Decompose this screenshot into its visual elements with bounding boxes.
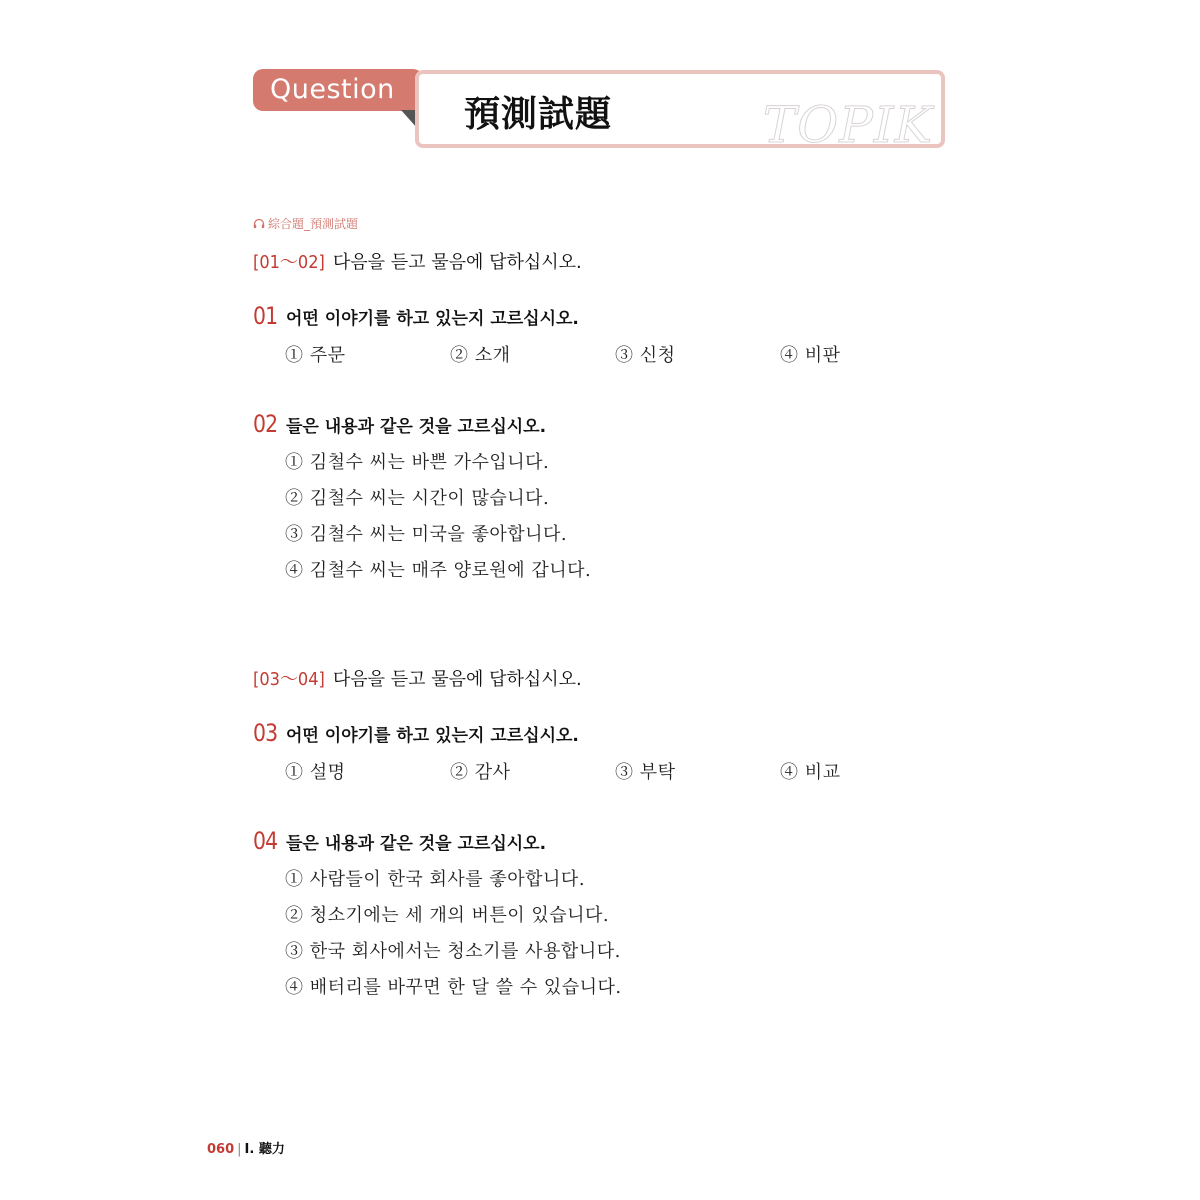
question-prompt: 어떤 이야기를 하고 있는지 고르십시오. [286, 726, 579, 746]
question-prompt: 들은 내용과 같은 것을 고르십시오. [286, 417, 547, 437]
question-03 [253, 719, 579, 747]
question-number: 04 [253, 827, 278, 855]
option-1: ① 김철수 씨는 바쁜 가수입니다. [285, 452, 550, 473]
subheading-text: 綜合題_預測試題 [268, 217, 359, 231]
instruction-text: 다음을 듣고 물음에 답하십시오. [332, 252, 582, 273]
option-2: ② 김철수 씨는 시간이 많습니다. [285, 488, 550, 509]
question-number: 02 [253, 410, 278, 438]
option-1: ① 설명 [285, 762, 346, 783]
question-prompt: 들은 내용과 같은 것을 고르십시오. [286, 834, 547, 854]
option-4: ④ 배터리를 바꾸면 한 달 쓸 수 있습니다. [285, 977, 622, 998]
topik-watermark: TOPIK [762, 96, 933, 154]
option-4: ④ 김철수 씨는 매주 양로원에 갑니다. [285, 560, 592, 581]
headphones-icon [253, 218, 265, 229]
option-4: ④ 비교 [780, 762, 841, 783]
option-1: ① 사람들이 한국 회사를 좋아합니다. [285, 869, 586, 890]
option-2: ② 소개 [450, 345, 511, 366]
option-3: ③ 김철수 씨는 미국을 좋아합니다. [285, 524, 568, 545]
instruction-01-02 [253, 248, 582, 274]
instruction-03-04 [253, 665, 582, 691]
section-label: I. 聽力 [244, 1142, 285, 1157]
option-3: ③ 신청 [615, 345, 676, 366]
page-title: 預測試題 [464, 93, 613, 135]
option-1: ① 주문 [285, 345, 346, 366]
question-01 [253, 302, 579, 330]
question-number: 03 [253, 719, 278, 747]
question-prompt: 어떤 이야기를 하고 있는지 고르십시오. [286, 309, 579, 329]
footer-separator: | [237, 1142, 242, 1157]
option-4: ④ 비판 [780, 345, 841, 366]
option-3: ③ 부탁 [615, 762, 676, 783]
range-label: [03～04] [253, 669, 325, 690]
title-box [415, 70, 945, 154]
question-02 [253, 410, 546, 438]
option-2: ② 감사 [450, 762, 511, 783]
page-footer [207, 1138, 285, 1157]
header-tab [253, 69, 423, 129]
option-2: ② 청소기에는 세 개의 버튼이 있습니다. [285, 905, 610, 926]
instruction-text: 다음을 듣고 물음에 답하십시오. [332, 669, 582, 690]
question-04 [253, 827, 546, 855]
question-number: 01 [253, 302, 278, 330]
option-3: ③ 한국 회사에서는 청소기를 사용합니다. [285, 941, 621, 962]
range-label: [01～02] [253, 252, 325, 273]
question-tab-label: Question [253, 69, 423, 111]
audio-subheading [253, 215, 358, 232]
page-number: 060 [207, 1142, 235, 1157]
